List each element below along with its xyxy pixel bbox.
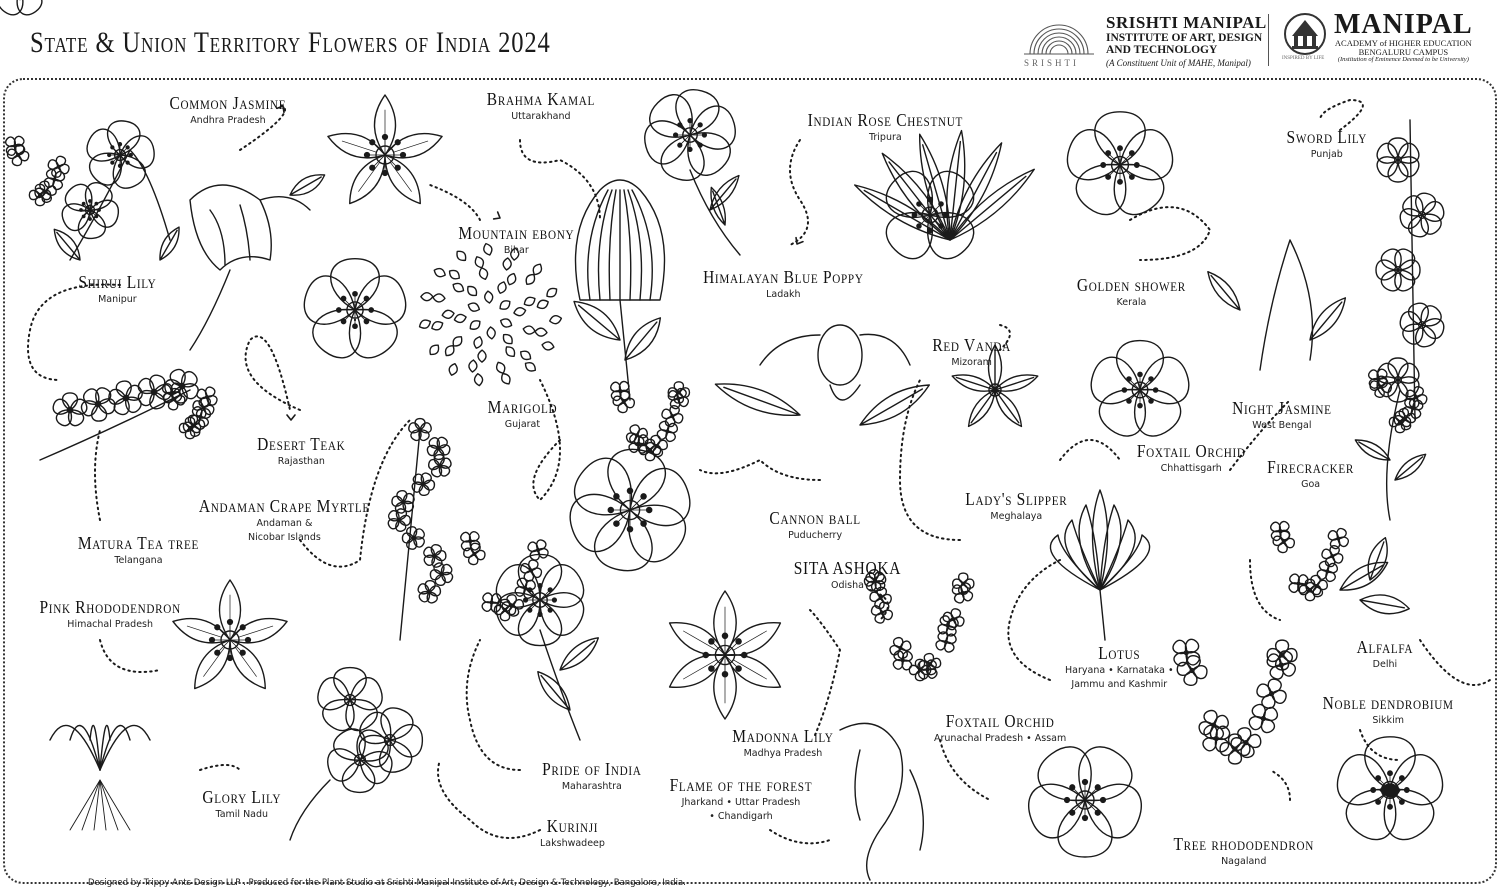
flower-label bbox=[28, 597, 192, 632]
flower-state: Kerala bbox=[1116, 297, 1147, 308]
flower-name: Sword Lily bbox=[1286, 127, 1368, 147]
firecracker-leaves bbox=[1336, 535, 1411, 618]
flower-name: Pride of India bbox=[542, 759, 642, 779]
flower-label bbox=[250, 434, 353, 469]
flower-state: Jharkand • Uttar Pradesh bbox=[681, 797, 801, 808]
connector-madonna-lily bbox=[810, 610, 840, 735]
flower-name: Kurinji bbox=[546, 816, 599, 836]
connector-rose-chestnut bbox=[790, 140, 808, 245]
flower-label bbox=[72, 272, 163, 307]
flower-label bbox=[926, 335, 1017, 370]
manipal-name: MANIPAL bbox=[1334, 9, 1473, 40]
flower-label bbox=[185, 496, 384, 545]
manipal-line2: ACADEMY of HIGHER EDUCATION bbox=[1334, 38, 1472, 49]
flower-name: Andaman Crape Myrtle bbox=[198, 496, 370, 516]
flower-name: Foxtail Orchid bbox=[1136, 441, 1246, 461]
connector-desert-teak bbox=[246, 336, 300, 410]
connector-flame-of-forest bbox=[770, 830, 830, 843]
flower-state: Uttarakhand bbox=[511, 111, 571, 122]
cannon-ball-illustration bbox=[563, 445, 697, 575]
flower-state: Goa bbox=[1301, 479, 1321, 490]
srishti-line4: (A Constituent Unit of MAHE, Manipal) bbox=[1106, 57, 1251, 68]
flower-state: Nicobar Islands bbox=[248, 531, 321, 543]
flower-state: Bihar bbox=[503, 245, 529, 256]
manipal-line4: (Institution of Eminence Deemed to be University) bbox=[1337, 56, 1469, 64]
flower-label bbox=[1128, 441, 1255, 476]
connector-kurinji bbox=[438, 760, 540, 838]
cannon-ball-buds bbox=[609, 380, 690, 461]
flower-name: Firecracker bbox=[1267, 457, 1355, 477]
night-jasmine-flower bbox=[0, 0, 49, 19]
flower-label bbox=[196, 787, 288, 822]
protea-illustration bbox=[568, 180, 668, 400]
flower-name: Shirui Lily bbox=[78, 272, 157, 292]
madonna-lily-illustration bbox=[664, 591, 786, 719]
flower-label bbox=[724, 726, 842, 761]
connector-golden-shower bbox=[1130, 207, 1210, 260]
flower-state: Odisha bbox=[830, 580, 864, 591]
flower-label bbox=[1224, 398, 1340, 433]
flower-name: Madonna Lily bbox=[732, 726, 834, 746]
flower-state: Tamil Nadu bbox=[215, 809, 269, 820]
flower-name: Red Vanda bbox=[932, 335, 1011, 355]
flower-state: West Bengal bbox=[1252, 420, 1312, 431]
connector-pride-of-india bbox=[467, 640, 520, 770]
glory-lily-illustration bbox=[50, 725, 150, 830]
foxtail-orchid-assam-illustration bbox=[1022, 738, 1147, 857]
rose-chestnut-leaves bbox=[851, 130, 1040, 247]
flower-label bbox=[1162, 834, 1325, 869]
flame-of-the-forest-illustration bbox=[840, 723, 923, 880]
srishti-name: SRISHTI MANIPAL bbox=[1106, 13, 1267, 32]
flower-label bbox=[1068, 275, 1195, 310]
flower-name: Alfalfa bbox=[1356, 637, 1414, 657]
flower-name: Common Jasmine bbox=[169, 93, 287, 113]
desert-teak-illustration bbox=[355, 320, 356, 321]
flower-label bbox=[795, 110, 976, 145]
poppy-stem bbox=[690, 170, 744, 255]
andaman-crape-myrtle-illustration bbox=[387, 419, 454, 640]
flower-name: Mountain ebony bbox=[458, 223, 575, 243]
jasmine-flower bbox=[82, 119, 156, 193]
flower-name: Flame of the forest bbox=[669, 775, 813, 795]
pride-of-india-stem bbox=[532, 630, 603, 740]
page-title: State & Union Territory Flowers of India 2024 bbox=[30, 26, 551, 59]
flower-label bbox=[934, 711, 1066, 746]
flower-state: Andaman & bbox=[256, 518, 313, 529]
flower-label bbox=[1065, 643, 1174, 692]
flower-label bbox=[534, 759, 650, 794]
flower-name: Noble dendrobium bbox=[1322, 693, 1454, 713]
credit-line: Designed by Trippy Ants Design LLP . Produced for the Plant Studio at Srishti Manipal Institute of Art, Design & Technology, Bangalore, India. bbox=[88, 878, 686, 888]
flower-label bbox=[478, 89, 604, 124]
flower-state: Nagaland bbox=[1221, 856, 1267, 867]
flower-name: Desert Teak bbox=[257, 434, 346, 454]
flower-name: Golden shower bbox=[1076, 275, 1186, 295]
flower-state: Tripura bbox=[868, 132, 902, 143]
golden-shower-illustration bbox=[1062, 112, 1179, 223]
ladys-slipper-illustration bbox=[712, 325, 934, 434]
flower-label bbox=[957, 489, 1076, 524]
flower-state: Ladakh bbox=[766, 289, 801, 300]
connector-alfalfa bbox=[1420, 640, 1490, 685]
flower-name: Marigold bbox=[487, 397, 558, 417]
flower-label bbox=[785, 558, 910, 593]
flower-state: Madhya Pradesh bbox=[743, 748, 823, 759]
kurinji-illustration bbox=[290, 668, 423, 840]
connector-cannon-ball bbox=[700, 460, 820, 480]
flower-state: Jammu and Kashmir bbox=[1071, 678, 1168, 690]
flower-name: Matura Tea tree bbox=[77, 533, 199, 553]
flower-state: Andhra Pradesh bbox=[190, 115, 266, 126]
connector-pink-rhododendron bbox=[100, 640, 160, 672]
night-jasmine-illustration bbox=[1202, 240, 1351, 370]
connector-tree-rhododendron bbox=[1270, 770, 1290, 800]
srishti-wordmark: SRISHTI bbox=[1024, 58, 1080, 68]
flower-label bbox=[1260, 457, 1361, 492]
flower-name: Lotus bbox=[1098, 643, 1141, 663]
flower-state: Telangana bbox=[114, 555, 163, 566]
flower-name: Night Jasmine bbox=[1232, 398, 1332, 418]
flower-name: SITA ASHOKA bbox=[793, 558, 902, 578]
flower-label bbox=[160, 93, 296, 128]
flower-label bbox=[449, 223, 584, 258]
flower-state: Gujarat bbox=[504, 419, 541, 430]
arrow-head bbox=[287, 415, 295, 420]
mountain-ebony-illustration bbox=[299, 259, 412, 366]
foxtail-orchid-illustration bbox=[1086, 341, 1194, 444]
flower-state: Lakshwadeep bbox=[540, 838, 605, 849]
pride-of-india-buds bbox=[459, 530, 549, 621]
manipal-tagline: INSPIRED BY LIFE bbox=[1282, 56, 1325, 61]
connector-ladys-slipper bbox=[900, 380, 960, 540]
flower-label bbox=[1312, 693, 1464, 728]
flower-name: Himalayan Blue Poppy bbox=[703, 267, 864, 287]
flower-label bbox=[68, 533, 209, 568]
flower-name: Pink Rhododendron bbox=[39, 597, 181, 617]
srishti-line3: AND TECHNOLOGY bbox=[1106, 43, 1218, 56]
flower-name: Lady's Slipper bbox=[965, 489, 1068, 509]
flower-state: Mizoram bbox=[951, 357, 992, 368]
connector-matura bbox=[95, 430, 100, 520]
connector-glory-lily bbox=[200, 765, 240, 770]
tree-rhododendron-illustration bbox=[1171, 637, 1298, 764]
flower-name: Glory Lily bbox=[202, 787, 282, 807]
flower-label bbox=[1352, 637, 1418, 672]
connector-firecracker bbox=[1250, 560, 1280, 620]
firecracker-illustration bbox=[1269, 520, 1350, 601]
matura-tea-tree-illustration bbox=[40, 367, 201, 460]
flower-state: Sikkim bbox=[1372, 715, 1404, 726]
brahma-kamal-illustration bbox=[325, 95, 446, 210]
flower-state: Delhi bbox=[1372, 659, 1398, 670]
arrow-head bbox=[794, 238, 803, 246]
flower-state: Haryana • Karnataka • bbox=[1065, 665, 1174, 676]
sword-lily-illustration bbox=[1374, 120, 1446, 420]
flower-label bbox=[540, 816, 605, 851]
flower-state: Maharashtra bbox=[561, 781, 622, 792]
connector-mountain-ebony bbox=[430, 185, 480, 220]
flower-label bbox=[658, 775, 824, 824]
connector-sword-lily bbox=[1320, 100, 1363, 130]
flower-state: Rajasthan bbox=[277, 456, 325, 467]
flower-name: Cannon ball bbox=[769, 508, 861, 528]
connector-lotus bbox=[1008, 560, 1060, 680]
srishti-line2: INSTITUTE OF ART, DESIGN bbox=[1106, 31, 1263, 44]
flower-name: Foxtail Orchid bbox=[945, 711, 1055, 731]
flower-state: Chhattisgarh bbox=[1160, 463, 1222, 474]
flower-label bbox=[482, 397, 563, 432]
flower-state: • Chandigarh bbox=[709, 810, 773, 822]
flower-label bbox=[762, 508, 868, 543]
flower-state: Puducherry bbox=[788, 530, 843, 541]
flower-state: Meghalaya bbox=[990, 511, 1043, 522]
shirui-lily-illustration bbox=[190, 169, 328, 350]
flower-name: Brahma Kamal bbox=[486, 89, 595, 109]
flower-name: Tree rhododendron bbox=[1173, 834, 1314, 854]
flower-name: Indian Rose Chestnut bbox=[807, 110, 964, 130]
connector-foxtail-orchid bbox=[1060, 440, 1120, 460]
arrow-head bbox=[494, 212, 502, 221]
marigold-illustration bbox=[418, 242, 562, 386]
connector-foxtail-assam bbox=[940, 740, 990, 800]
flower-state: Punjab bbox=[1310, 149, 1343, 160]
flower-state: Himachal Pradesh bbox=[67, 619, 154, 630]
flower-state: Arunachal Pradesh • Assam bbox=[934, 733, 1067, 744]
flower-label bbox=[1280, 127, 1374, 162]
flower-label bbox=[690, 267, 877, 302]
manipal-line3: BENGALURU CAMPUS bbox=[1358, 47, 1449, 58]
flower-state: Manipur bbox=[98, 294, 137, 305]
jasmine-buds bbox=[4, 135, 70, 206]
